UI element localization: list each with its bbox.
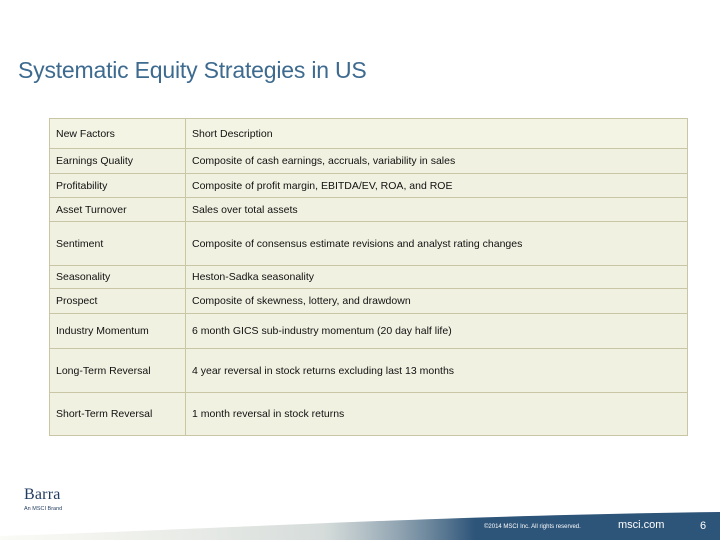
logo-tagline: An MSCI Brand	[24, 506, 63, 512]
table-header-row	[50, 119, 688, 149]
website-link[interactable]: msci.com	[618, 519, 665, 531]
barra-logo: Barra	[24, 486, 61, 503]
factors-table	[49, 118, 688, 436]
factor-description: Composite of cash earnings, accruals, variability in sales	[186, 149, 688, 174]
factor-name: Short-Term Reversal	[50, 393, 186, 436]
table-row	[50, 266, 688, 289]
table-row	[50, 174, 688, 198]
table-row	[50, 393, 688, 436]
header-new-factors: New Factors	[50, 119, 186, 149]
copyright-text: ©2014 MSCI Inc. All rights reserved.	[484, 524, 581, 530]
table-row	[50, 149, 688, 174]
table-row	[50, 198, 688, 222]
factor-name: Industry Momentum	[50, 314, 186, 349]
factor-name: Earnings Quality	[50, 149, 186, 174]
factor-name: Asset Turnover	[50, 198, 186, 222]
table-row	[50, 222, 688, 266]
factor-name: Profitability	[50, 174, 186, 198]
factor-description: Composite of consensus estimate revisions and analyst rating changes	[186, 222, 688, 266]
factor-description: 4 year reversal in stock returns excluding last 13 months	[186, 349, 688, 393]
header-short-description: Short Description	[186, 119, 688, 149]
page-number: 6	[700, 520, 707, 532]
table-row	[50, 289, 688, 314]
footer-band	[0, 512, 720, 540]
factor-description: Heston-Sadka seasonality	[186, 266, 688, 289]
factor-name: Sentiment	[50, 222, 186, 266]
factor-description: 1 month reversal in stock returns	[186, 393, 688, 436]
factor-name: Prospect	[50, 289, 186, 314]
table-row	[50, 349, 688, 393]
factor-name: Long-Term Reversal	[50, 349, 186, 393]
slide-title: Systematic Equity Strategies in US	[18, 57, 367, 83]
factor-description: Composite of skewness, lottery, and drawdown	[186, 289, 688, 314]
factor-description: Sales over total assets	[186, 198, 688, 222]
table-row	[50, 314, 688, 349]
factor-description: Composite of profit margin, EBITDA/EV, ROA, and ROE	[186, 174, 688, 198]
factor-description: 6 month GICS sub-industry momentum (20 day half life)	[186, 314, 688, 349]
factor-name: Seasonality	[50, 266, 186, 289]
